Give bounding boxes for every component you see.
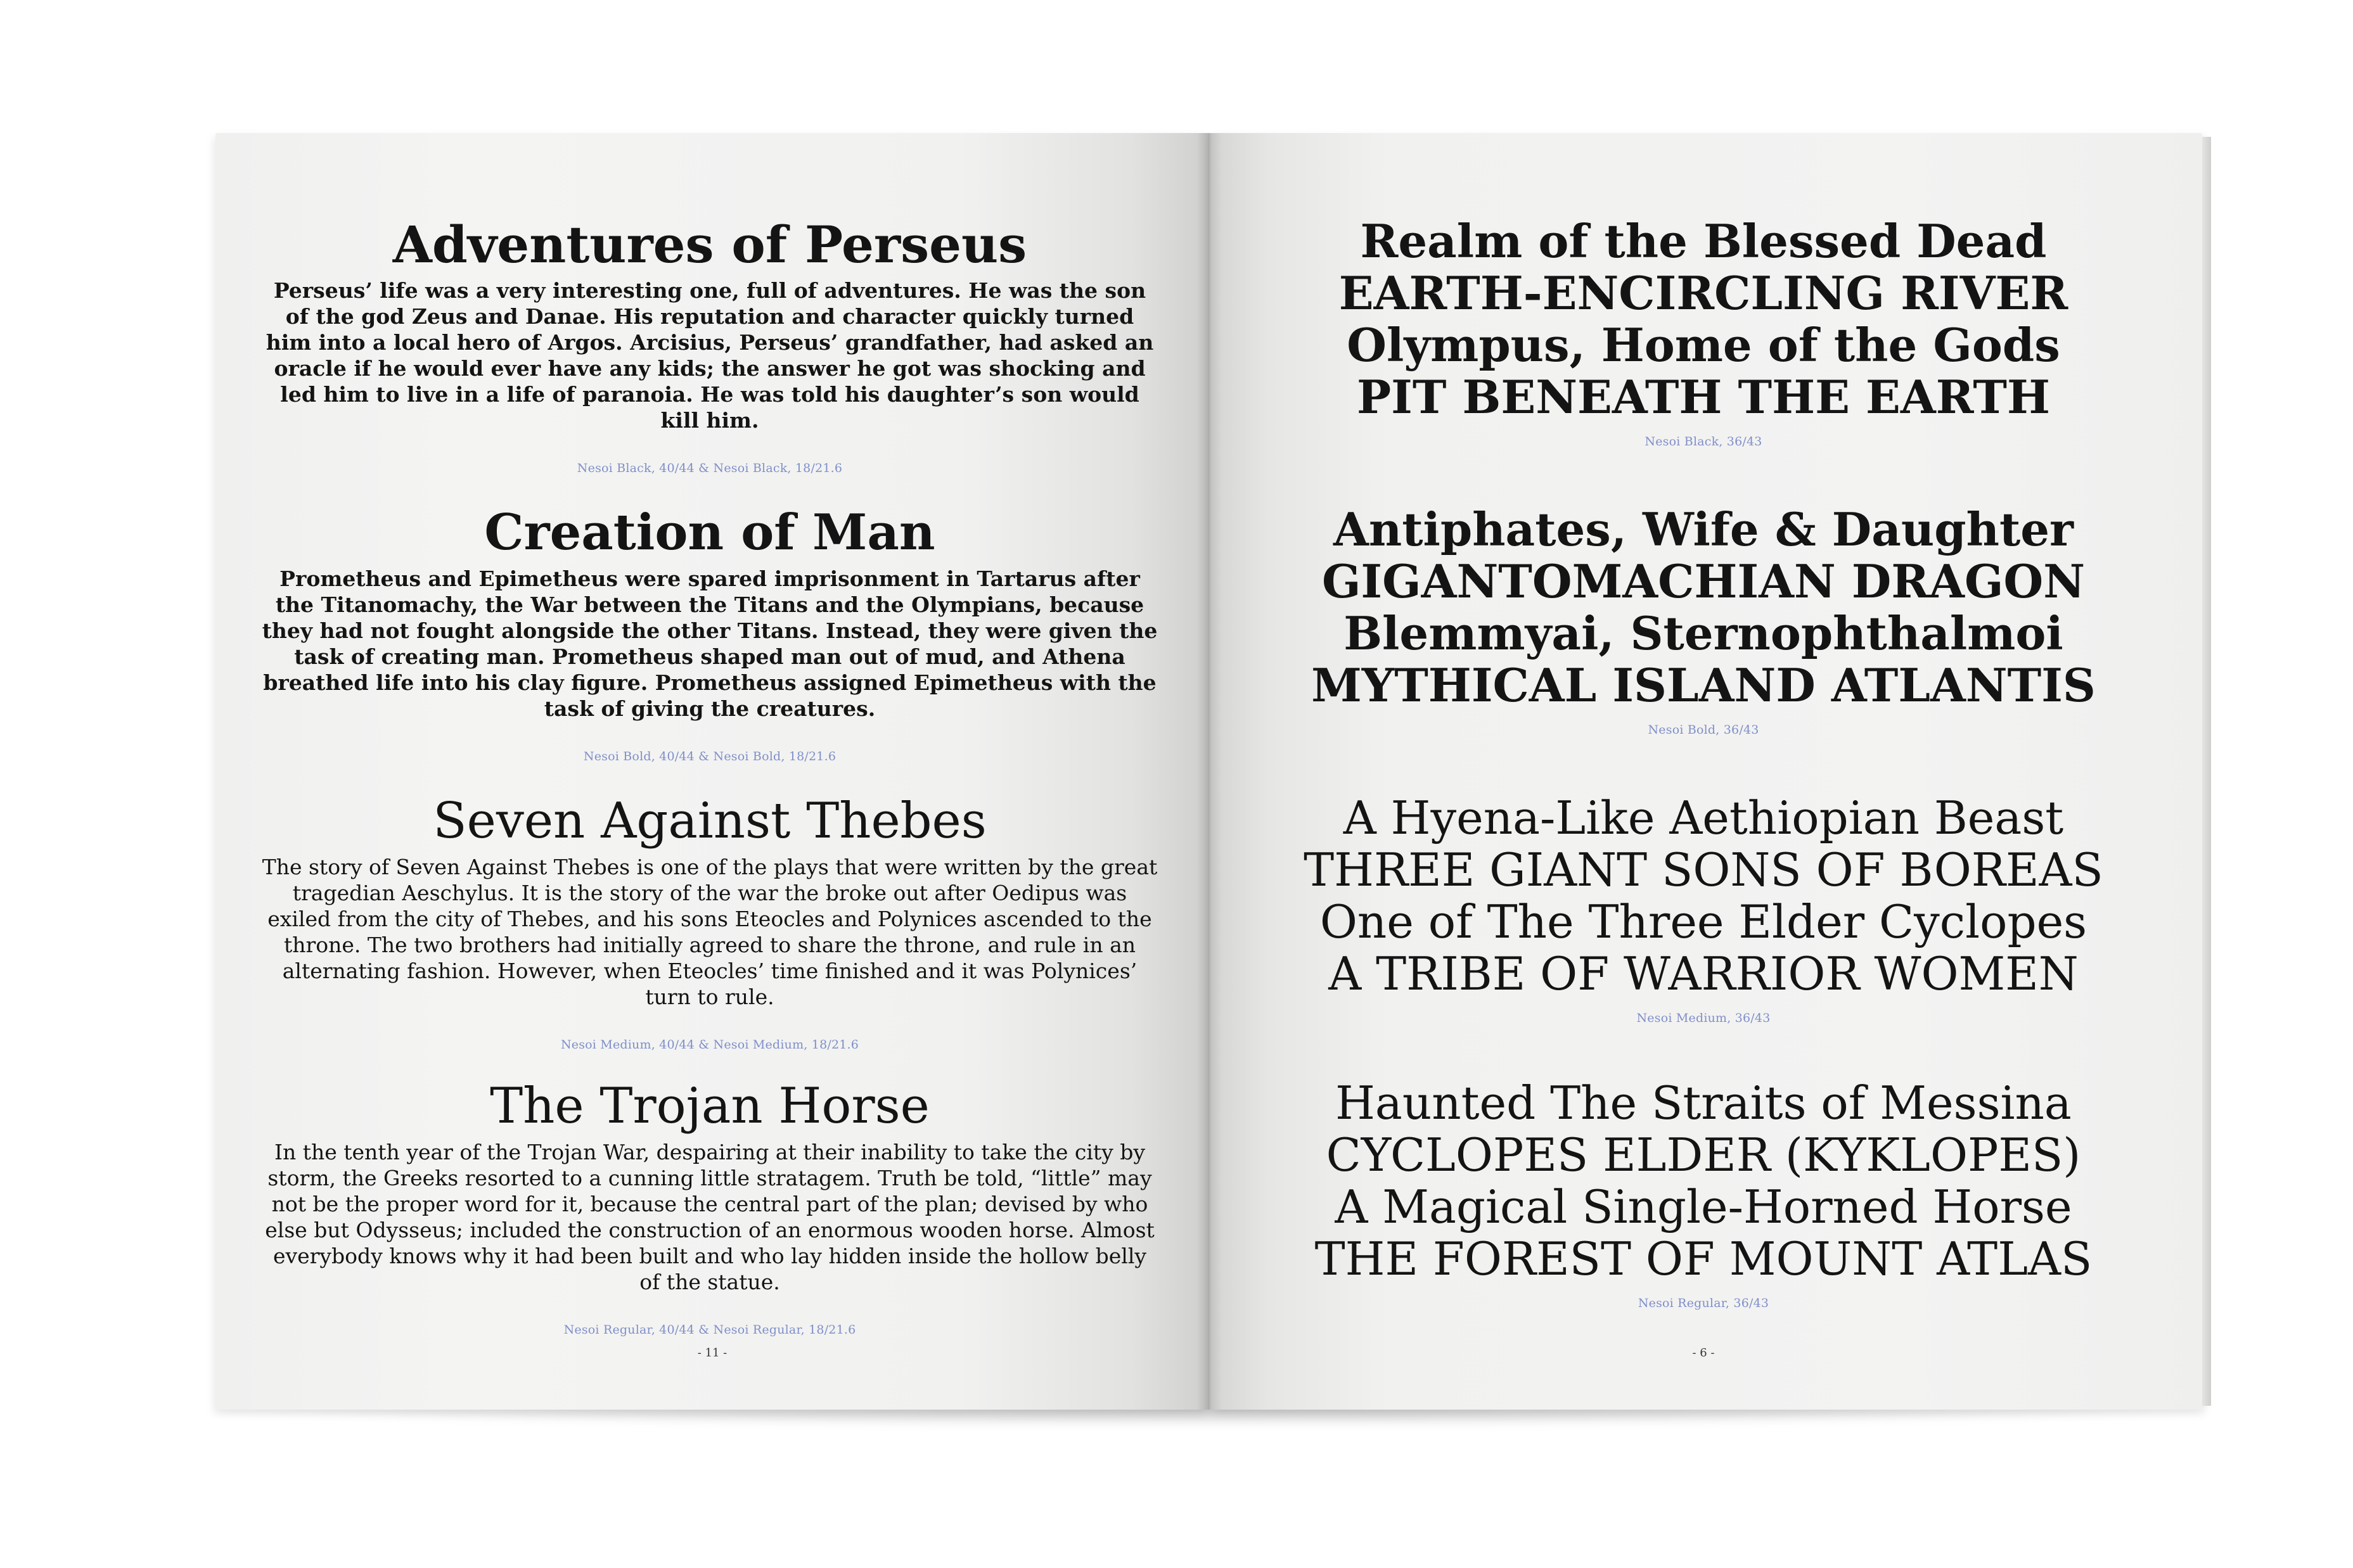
- display-block-bold: [1247, 504, 2160, 737]
- font-spec-caption: Nesoi Black, 40/44 & Nesoi Black, 18/21.6: [577, 461, 843, 475]
- display-line: Blemmyai, Sternophthalmoi: [1343, 606, 2063, 660]
- font-spec-caption: Nesoi Bold, 40/44 & Nesoi Bold, 18/21.6: [583, 749, 837, 763]
- display-block-medium: [1247, 792, 2160, 1025]
- display-line: PIT BENEATH THE EARTH: [1357, 370, 2050, 424]
- section-seven-against-thebes: [253, 792, 1166, 1052]
- display-line: CYCLOPES ELDER (KYKLOPES): [1326, 1128, 2081, 1182]
- section-adventures-of-perseus: [253, 215, 1166, 475]
- page-number: - 6 -: [1692, 1346, 1715, 1360]
- section-title: Creation of Man: [484, 504, 935, 561]
- section-body: Perseus’ life was a very interesting one, full of adventures. He was the son of the god Zeus and Danae. His reputation and character quickly turned him into a local hero of Argos. Arcisius, Perseus’ grandfather, had asked an oracle if he would ever have any kids; the answer he got was shocking and led him to live in a life of paranoia. He was told his daughter’s son would kill him.: [266, 278, 1154, 433]
- book-gutter: [1196, 133, 1222, 1410]
- font-spec-caption: Nesoi Black, 36/43: [1645, 435, 1762, 449]
- font-spec-caption: Nesoi Bold, 36/43: [1648, 723, 1759, 737]
- section-title: The Trojan Horse: [490, 1078, 930, 1135]
- display-line: One of The Three Elder Cyclopes: [1319, 895, 2087, 948]
- display-line: A Magical Single-Horned Horse: [1335, 1180, 2072, 1233]
- section-body: In the tenth year of the Trojan War, despairing at their inability to take the city by storm, the Greeks resorted to a cunning little stratagem. Truth be told, “little” may not be the proper word for it, because the central part of the plan; devised by who else but Odysseus; included the construction of an enormous wooden horse. Almost everybody knows why it had been built and who lay hidden inside the hollow belly of the statue.: [265, 1140, 1155, 1294]
- font-spec-caption: Nesoi Regular, 40/44 & Nesoi Regular, 18/21.6: [563, 1323, 856, 1337]
- section-title: Seven Against Thebes: [433, 793, 987, 850]
- display-line: Haunted The Straits of Messina: [1335, 1076, 2072, 1130]
- section-creation-of-man: [253, 504, 1166, 763]
- display-line: Realm of the Blessed Dead: [1360, 214, 2047, 268]
- display-line: EARTH-ENCIRCLING RIVER: [1338, 266, 2068, 320]
- right-page: [1209, 133, 2202, 1410]
- open-book-spread: [215, 133, 2202, 1416]
- display-block-black: [1247, 215, 2160, 449]
- display-line: THE FOREST OF MOUNT ATLAS: [1314, 1232, 2093, 1285]
- font-spec-caption: Nesoi Medium, 40/44 & Nesoi Medium, 18/21.6: [560, 1038, 859, 1052]
- page-edge: [2202, 137, 2211, 1406]
- section-the-trojan-horse: [253, 1077, 1166, 1337]
- display-line: MYTHICAL ISLAND ATLANTIS: [1311, 658, 2096, 712]
- display-line: A TRIBE OF WARRIOR WOMEN: [1328, 947, 2079, 1000]
- display-line: GIGANTOMACHIAN DRAGON: [1321, 554, 2086, 608]
- section-title: Adventures of Perseus: [392, 215, 1027, 274]
- font-spec-caption: Nesoi Regular, 36/43: [1638, 1296, 1769, 1310]
- display-line: A Hyena-Like Aethiopian Beast: [1343, 791, 2064, 845]
- display-block-regular: [1247, 1077, 2160, 1310]
- section-body: Prometheus and Epimetheus were spared imprisonment in Tartarus after the Titanomachy, the War between the Titans and the Olympians, because they had not fought alongside the other Titans. Instead, they were given the task of creating man. Prometheus shaped man out of mud, and Athena breathed life into his clay figure. Prometheus assigned Epimetheus with the task of giving the creatures.: [262, 566, 1158, 721]
- font-spec-caption: Nesoi Medium, 36/43: [1636, 1011, 1771, 1025]
- display-line: Olympus, Home of the Gods: [1347, 318, 2060, 372]
- left-page: [215, 133, 1209, 1410]
- display-line: Antiphates, Wife & Daughter: [1333, 502, 2074, 556]
- page-number: - 11 -: [697, 1346, 728, 1360]
- display-line: THREE GIANT SONS OF BOREAS: [1304, 843, 2103, 896]
- section-body: The story of Seven Against Thebes is one of the plays that were written by the great tragedian Aeschylus. It is the story of the war the broke out after Oedipus was exiled from the city of Thebes, and his sons Eteocles and Polynices ascended to the throne. The two brothers had initially agreed to share the throne, and rule in an alternating fashion. However, when Eteocles’ time finished and it was Polynices’ turn to rule.: [262, 855, 1158, 1009]
